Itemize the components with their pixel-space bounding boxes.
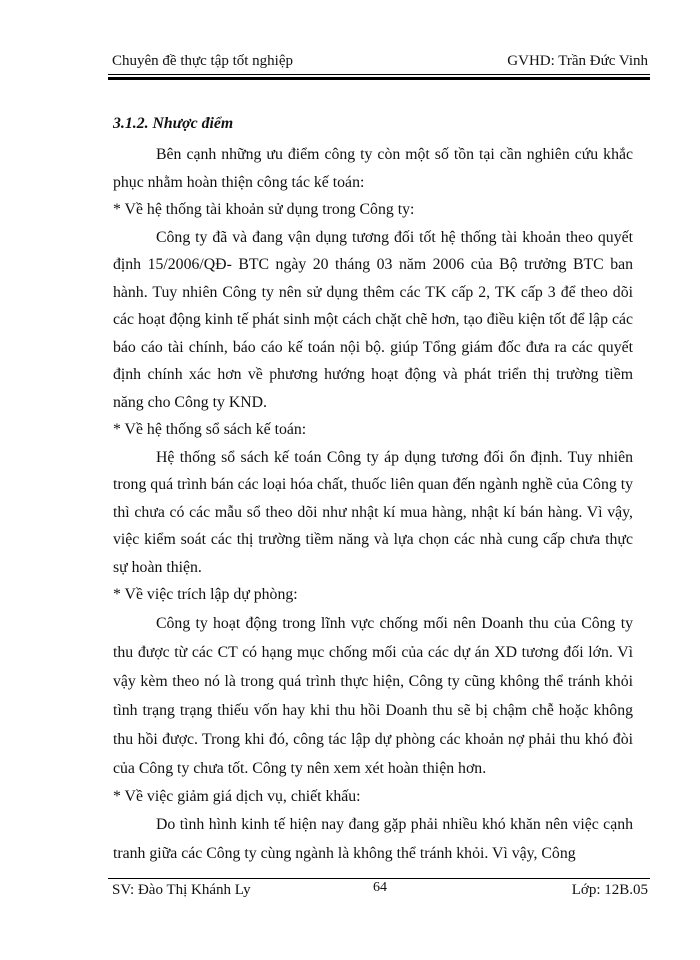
paragraph-accounts: Công ty đã và đang vận dụng tương đối tốt hệ thống tài khoản theo quyết định 15/2006/QĐ- BTC ngày 20 tháng 03 năm 2006 của Bộ trưởng BTC ban hành. Tuy nhiên Công ty nên sử dụng thêm các TK cấp 2, TK cấp 3 để theo dõi các hoạt động kinh tế phát sinh một cách chặt chẽ hơn, tạo điều kiện tốt để lập các báo cáo tài chính, báo cáo kế toán nội bộ. giúp Tổng giám đốc đưa ra các quyết định chính xác hơn về phương hướng hoạt động và phát triển thị trường tiềm năng cho Công ty KND. — [113, 228, 633, 411]
bullet-discounts: * Về việc giảm giá dịch vụ, chiết khấu: — [113, 787, 361, 805]
section-heading: 3.1.2. Nhược điểm — [113, 115, 234, 132]
paragraph-provisions: Công ty hoạt động trong lĩnh vực chống mối nên Doanh thu của Công ty thu được từ các CT có hạng mục chống mối của các dự án XD tương đối lớn. Vì vậy kèm theo nó là trong quá trình thực hiện, Công ty cũng không thể tránh khỏi tình trạng trạng thiếu vốn hay khi thu hồi Doanh thu sẽ bị chậm chễ hoặc không thu hồi được. Trong khi đó, công tác lập dự phòng các khoản nợ phải thu khó đòi của Công ty chưa tốt. Công ty nên xem xét hoàn thiện hơn. — [113, 614, 633, 777]
footer-class: Lớp: 12B.05 — [571, 882, 648, 898]
page-body — [113, 112, 633, 868]
bullet-accounts: * Về hệ thống tài khoản sử dụng trong Công ty: — [113, 201, 415, 218]
paragraph-bookkeeping: Hệ thống sổ sách kế toán Công ty áp dụng tương đối ổn định. Tuy nhiên trong quá trình bán các loại hóa chất, thuốc liên quan đến ngành nghề của Công ty thì chưa có các mẫu sổ theo dõi như nhật kí mua hàng, nhật kí bán hàng. Vì vậy, việc kiểm soát các thị trường tiềm năng và lựa chọn các nhà cung cấp chưa thực sự hoàn thiện. — [113, 448, 633, 576]
paragraph-discounts: Do tình hình kinh tế hiện nay đang gặp phải nhiều khó khăn nên việc cạnh tranh giữa các Công ty cùng ngành là không thể tránh khỏi. Vì vậy, Công — [113, 816, 633, 862]
page-number: 64 — [373, 880, 387, 895]
bullet-provisions: * Về việc trích lập dự phòng: — [113, 586, 298, 603]
header-divider-thick — [108, 77, 650, 80]
bullet-bookkeeping: * Về hệ thống sổ sách kế toán: — [113, 421, 307, 438]
header-divider — [108, 74, 650, 75]
footer-divider — [108, 878, 650, 879]
page-header — [112, 48, 648, 70]
header-document-title: Chuyên đề thực tập tốt nghiệp — [112, 53, 294, 69]
intro-paragraph: Bên cạnh những ưu điểm công ty còn một số tồn tại cần nghiên cứu khắc phục nhằm hoàn thiện công tác kế toán: — [113, 146, 633, 191]
page-footer — [112, 882, 648, 899]
footer-student: SV: Đào Thị Khánh Ly — [112, 882, 251, 898]
header-supervisor: GVHD: Trần Đức Vinh — [507, 53, 648, 69]
